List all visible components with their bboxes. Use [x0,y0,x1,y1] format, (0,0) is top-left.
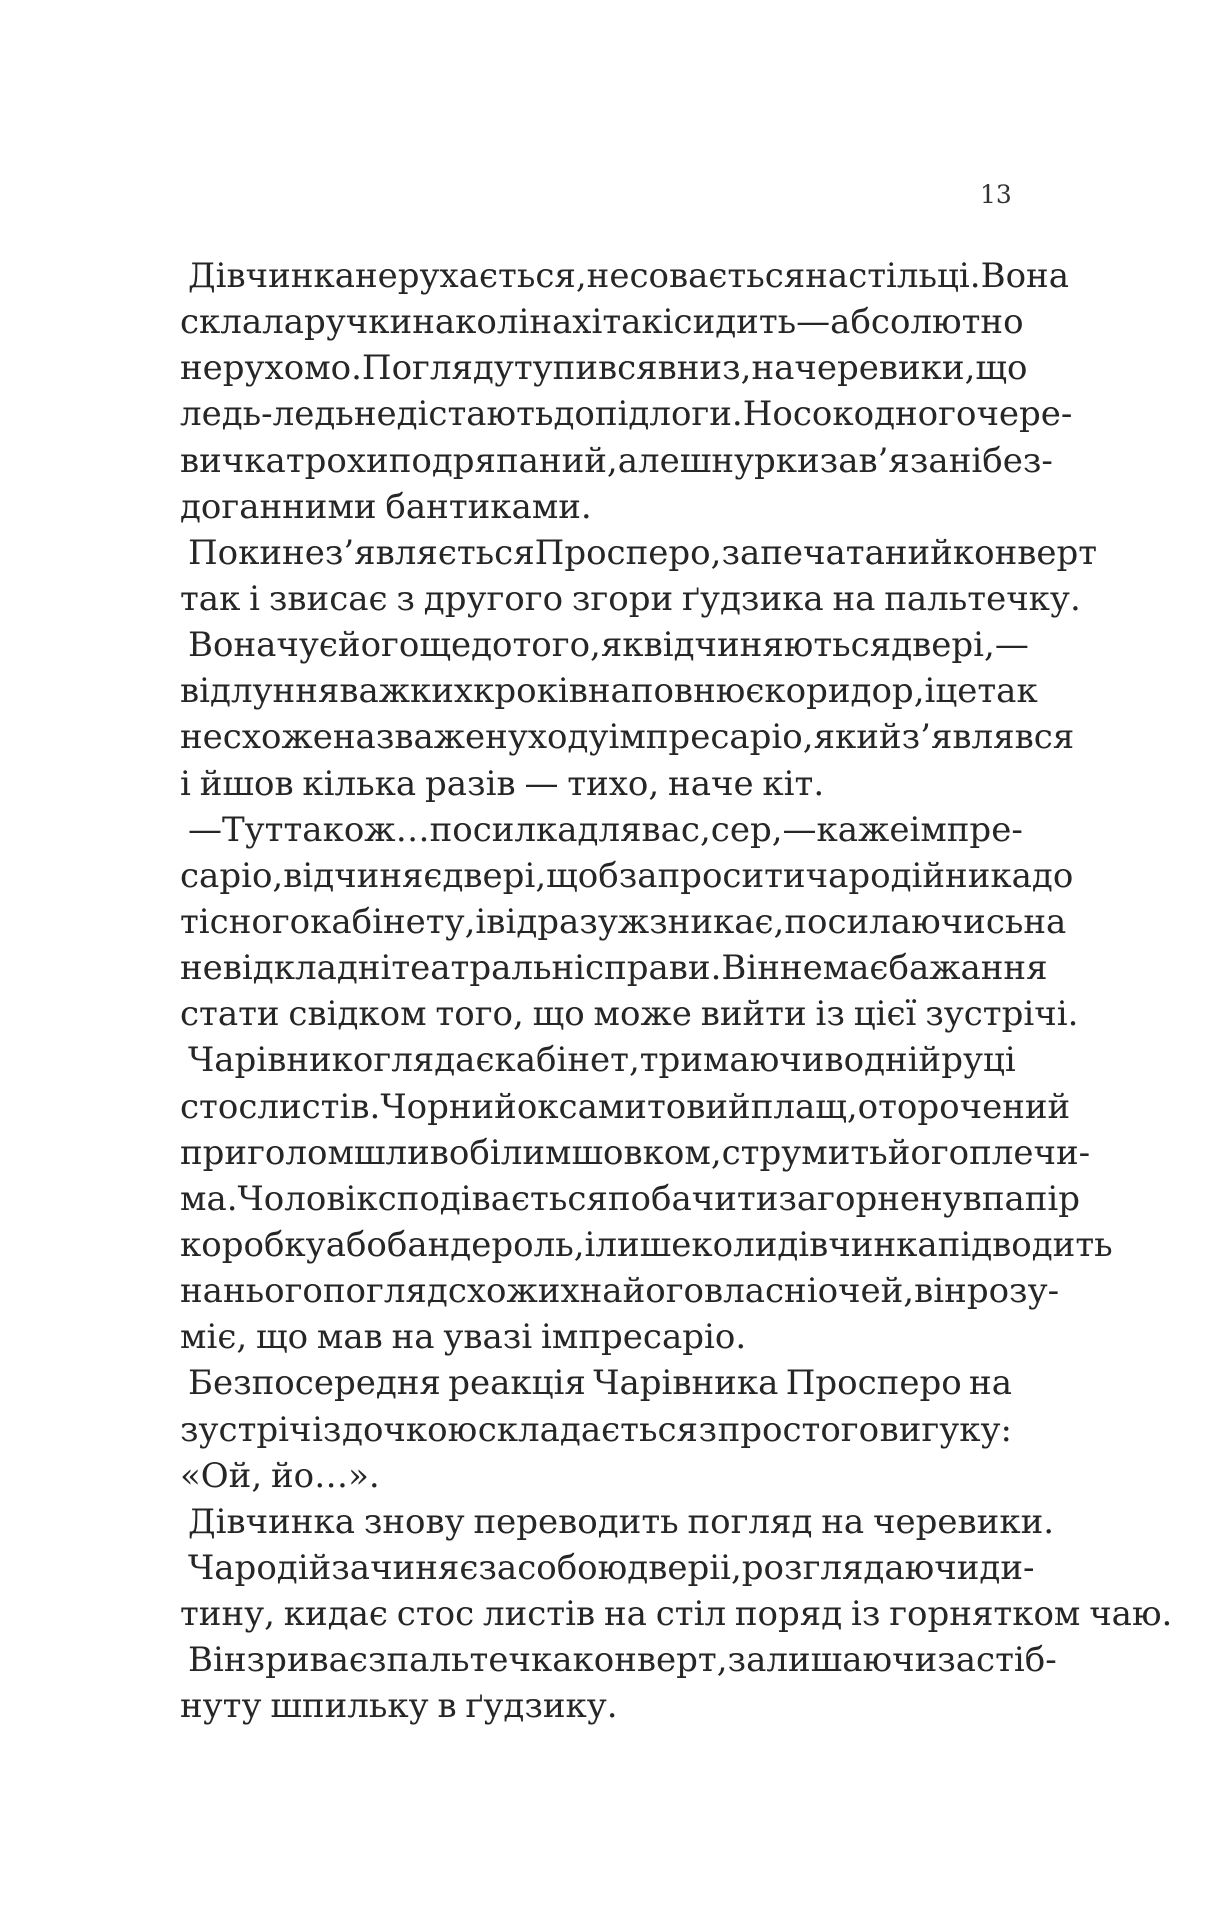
word: Чорний [380,1086,517,1127]
word: чере- [976,394,1073,435]
word: Він [188,1640,247,1681]
text-line [180,1453,1012,1499]
word: — [188,809,222,850]
word: застіб- [937,1640,1057,1681]
word: разів [425,763,516,804]
text-line [180,438,1053,484]
text-line [180,945,1048,991]
word: нього [222,1271,323,1312]
word: дістають [396,394,554,435]
word: імпресаріо. [541,1317,747,1358]
word: вигуку: [879,1409,1012,1450]
word: переводить [473,1501,679,1542]
word: — [524,763,559,804]
word: не [586,256,630,296]
word: пальтечка [386,1640,573,1681]
text-line [180,345,1028,391]
text-line [180,391,1073,437]
word: саріо, [180,855,284,896]
text-line [180,299,1024,345]
word: Поки [188,532,283,573]
word: того, [512,625,601,666]
word: ма. [180,1178,238,1219]
word: кабінету, [310,901,476,942]
word: без- [982,440,1053,481]
word: на [603,1594,647,1635]
word: Дівчинка [188,256,355,296]
word: в [962,1178,982,1219]
word: свідком [288,994,427,1035]
word: і [662,302,674,343]
word: Тут [222,809,284,850]
word: сподівається [377,1178,608,1219]
word: не [779,948,823,989]
word: ж [617,901,650,942]
word: черевики, [794,348,976,389]
word: собою [517,1547,628,1588]
word: двері [627,1547,721,1588]
word: нуту [180,1686,262,1727]
word: сидить [673,302,797,343]
word: з’являється [324,532,535,573]
word: відлуння [180,671,340,712]
word: має [822,948,889,989]
word: що [975,348,1028,389]
text-line [180,576,1081,622]
word: відчиняє [283,855,443,896]
word: і [475,901,487,942]
word: і [924,671,936,712]
word: утупився [493,348,658,389]
word: погляд [687,1501,813,1542]
word: на [805,256,849,296]
word: чаю. [1089,1594,1173,1635]
word: в [824,1040,844,1081]
word: — [994,625,1029,666]
word: на [412,302,456,343]
word: оксамитовий [516,1086,751,1127]
word: струмить [721,1132,888,1173]
word: Він [721,948,780,989]
word: ґудзику. [465,1686,618,1727]
word: як [600,625,644,666]
word: що [256,1317,309,1358]
text-line [180,1314,1012,1360]
word: не [282,532,325,573]
word: конверт, [572,1640,728,1681]
word: розу- [966,1271,1060,1312]
word: тину, [180,1594,275,1635]
word: складається [477,1409,698,1450]
word: листів. [257,1086,381,1127]
word: того, [435,994,524,1035]
word: вичка [180,440,286,481]
word: знову [363,1501,465,1542]
word: дівчинка [777,1224,938,1265]
word: зникає, [649,901,785,942]
text-line [180,1499,1055,1545]
word: зустрічі. [925,994,1079,1035]
word: театральні [391,948,586,989]
word: власні [703,1271,818,1312]
word: зав’язані [819,440,983,481]
word: реакція [448,1363,586,1404]
word: каже [816,809,910,850]
word: запросити [618,855,806,896]
word: ходу [527,717,609,758]
word: тримаючи [639,1040,825,1081]
word: з’являвся [901,717,1075,758]
word: дочкою [342,1409,478,1450]
word: схожих [447,1271,580,1312]
text-line [180,1683,1012,1729]
word: ґудзика [681,578,824,619]
word: в [437,1686,457,1727]
word: його [887,1132,970,1173]
word: шовком, [571,1132,722,1173]
word: Вона [980,256,1069,296]
text-line [180,1130,1091,1176]
word: кабінет, [494,1040,640,1081]
word: звисає [268,578,388,619]
word: кидає [283,1594,388,1635]
word: з [698,1409,718,1450]
word: наповнює [587,671,765,712]
text-line [180,807,1023,853]
word: із [312,1409,342,1450]
word: до [553,394,595,435]
word: не [180,717,223,758]
word: зважену [375,717,528,758]
word: бажання [888,948,1048,989]
text-line [180,1545,1035,1591]
word: може [593,994,692,1035]
word: шпильку [270,1686,429,1727]
word: із [815,994,845,1035]
word: горнятком [889,1594,1081,1635]
word: Вона [188,625,277,666]
word: трохи [285,440,389,481]
word: схоже [222,717,333,758]
word: кіт. [762,763,825,804]
word: бантиками. [385,486,592,527]
word: на [1023,901,1067,942]
word: так [180,578,241,619]
word: імпре- [909,809,1023,850]
word: на [751,348,795,389]
word: Чарівник [188,1040,353,1081]
text-line [180,899,1067,945]
word: вийти [700,994,807,1035]
word: коли [691,1224,778,1265]
word: листів [482,1594,596,1635]
word: шнурки [679,440,820,481]
word: бандероль, [386,1224,585,1265]
word: залишаючи [727,1640,938,1681]
word: розглядаючи [741,1547,980,1588]
word: колінах [455,302,592,343]
word: стос [396,1594,475,1635]
word: посилаючись [784,901,1024,942]
word: стільці. [848,256,981,296]
word: доганними [180,486,377,527]
word: простого [717,1409,880,1450]
word: Чарівника [593,1363,779,1404]
word: і [584,1224,596,1265]
word: коридор, [764,671,925,712]
word: не [354,256,398,296]
word: одного [853,394,977,435]
word: ще [419,625,472,666]
text-line [180,484,1012,530]
word: наче [668,763,754,804]
word: невідкладні [180,948,392,989]
word: на [821,1501,865,1542]
word: стати [180,994,280,1035]
text-line [180,991,1079,1037]
word: погляд [322,1271,448,1312]
word: або [325,1224,387,1265]
word: Безпосередня [188,1363,441,1404]
word: зриває [246,1640,368,1681]
word: нерухомо. [180,348,362,389]
word: але [617,440,680,481]
word: за [478,1547,518,1588]
word: лише [595,1224,692,1265]
word: стос [180,1086,258,1127]
word: ди- [979,1547,1035,1588]
word: вас, [641,809,711,850]
word: подряпаний, [388,440,618,481]
word: пальтечку. [884,578,1081,619]
word: — [782,809,817,850]
page-number: 13 [980,180,1012,209]
word: Погляд [361,348,494,389]
word: справи. [585,948,722,989]
word: «Ой, [180,1455,263,1496]
word: тихо, [567,763,660,804]
word: і [180,763,191,804]
word: мав [316,1317,383,1358]
word: двері, [891,625,995,666]
word: підводить [937,1224,1113,1265]
word: із [850,1594,881,1635]
text-line [180,1084,1071,1130]
text-line [180,1037,1016,1083]
word: ручки [304,302,413,343]
word: папір [981,1178,1081,1219]
word: Носок [742,394,854,435]
word: склала [180,302,305,343]
word: Чародій [188,1547,332,1588]
word: двері, [442,855,547,896]
word: це [935,671,978,712]
word: очей, [817,1271,915,1312]
word: також… [283,809,430,850]
word: Просперо [785,1363,962,1404]
text-line [180,622,1029,668]
body-text [180,253,1173,1730]
word: приголомшливо [180,1132,470,1173]
word: зустріч [180,1409,312,1450]
word: білим [469,1132,572,1173]
word: вниз, [657,348,752,389]
text-line [180,1222,1113,1268]
word: плащ, [750,1086,858,1127]
word: йшов [199,763,294,804]
word: міє, [180,1317,248,1358]
text-line [180,714,1075,760]
word: і [249,578,261,619]
word: з [396,578,415,619]
word: Дівчинка [188,1501,355,1542]
word: чародійника [805,855,1032,896]
word: Просперо, [534,532,722,573]
word: на [332,717,376,758]
word: черевики. [873,1501,1055,1542]
word: так [602,302,663,343]
word: тісного [180,901,311,942]
word: на [579,1271,623,1312]
word: зачиняє [331,1547,479,1588]
word: кроків [473,671,588,712]
word: відчиняються [643,625,892,666]
text-line [180,1407,1012,1453]
word: запечатаний [721,532,953,573]
word: плечи- [969,1132,1091,1173]
word: підлоги. [594,394,743,435]
word: на [832,578,876,619]
word: його [622,1271,704,1312]
text-line [180,853,1074,899]
word: який [813,717,902,758]
word: ледь-ледь [180,394,354,435]
word: загорнену [778,1178,963,1219]
word: побачити [607,1178,779,1219]
word: він [914,1271,967,1312]
word: так [977,671,1038,712]
word: на [180,1271,223,1312]
word: Чоловік [237,1178,378,1219]
text-line [180,1360,1012,1406]
word: рухається, [397,256,587,296]
word: руці [941,1040,1016,1081]
word: другого [423,578,564,619]
word: його [337,625,420,666]
word: цієї [853,994,917,1035]
word: не [353,394,397,435]
word: оглядає [352,1040,495,1081]
word: відразу [486,901,618,942]
word: до [1031,855,1074,896]
word: і, [720,1547,742,1588]
word: коробку [180,1224,326,1265]
text-line [180,253,1069,299]
word: згори [571,578,674,619]
text-line [180,668,1038,714]
word: посилка [429,809,578,850]
word: що [532,994,585,1035]
word: конверт [952,532,1098,573]
text-line [180,1637,1057,1683]
word: стіл [655,1594,727,1635]
word: оторочений [857,1086,1071,1127]
word: совається [629,256,806,296]
text-line [180,761,1012,807]
text-line [180,1268,1060,1314]
word: сер, [710,809,783,850]
word: важких [339,671,474,712]
word: йо…». [270,1455,380,1496]
text-line [180,530,1098,576]
word: одній [843,1040,942,1081]
word: на [969,1363,1012,1404]
word: імпресаріо, [608,717,814,758]
word: для [577,809,642,850]
word: увазі [443,1317,533,1358]
word: поряд [734,1594,843,1635]
word: — [796,302,831,343]
word: щоб [546,855,619,896]
word: абсолютно [830,302,1024,343]
word: до [471,625,513,666]
word: і [591,302,603,343]
word: на [391,1317,435,1358]
word: кілька [302,763,417,804]
word: з [367,1640,387,1681]
text-line [180,1591,1173,1637]
word: чує [276,625,338,666]
text-line [180,1176,1081,1222]
